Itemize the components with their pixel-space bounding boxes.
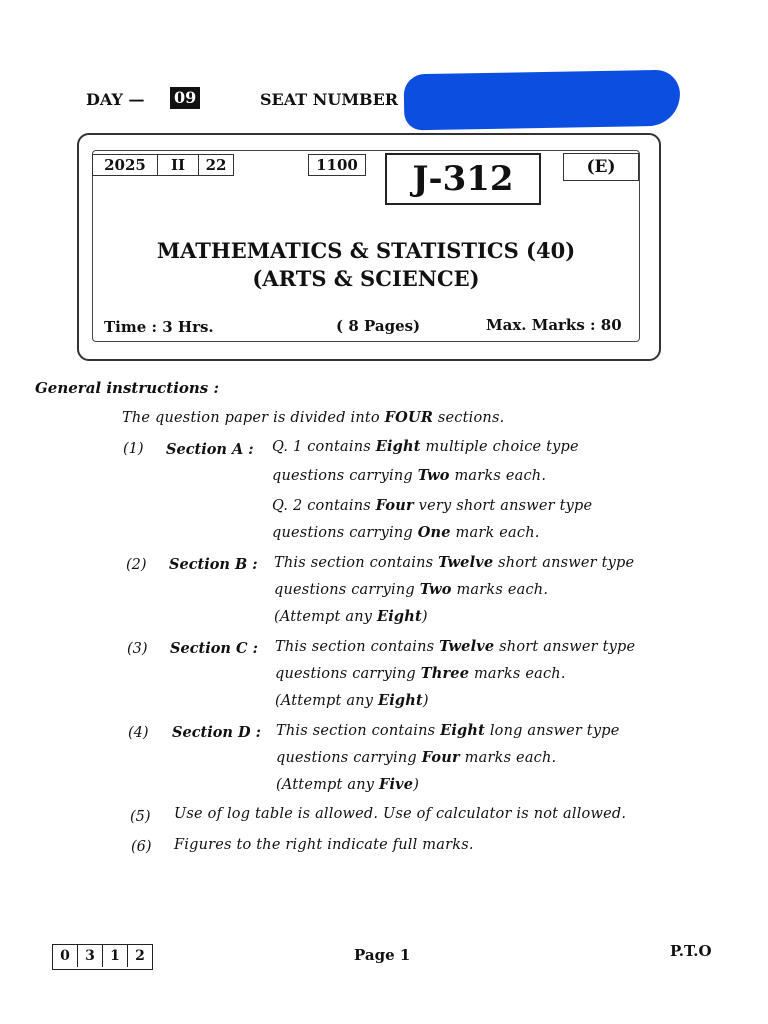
month-cell: II	[157, 154, 199, 176]
instruction-line: questions carrying Four marks each.	[276, 749, 557, 766]
day-label: DAY —	[86, 90, 145, 109]
footer-code-digit: 0	[53, 945, 78, 967]
item-number: (5)	[130, 809, 151, 825]
page-number: Page 1	[354, 946, 411, 964]
item-number: (3)	[127, 641, 148, 657]
instruction-line: This section contains Twelve short answer type	[275, 638, 636, 655]
item-number: (6)	[131, 839, 152, 855]
instruction-line: This section contains Twelve short answer type	[274, 554, 635, 571]
instruction-line: Q. 1 contains Eight multiple choice type	[272, 438, 579, 455]
section-label: Section D :	[172, 724, 261, 741]
instructions-heading: General instructions :	[35, 379, 220, 397]
year-cell: 2025	[92, 154, 158, 176]
seat-number-redaction	[404, 70, 681, 131]
instruction-line: This section contains Eight long answer type	[276, 722, 620, 739]
subject-subtitle: (ARTS & SCIENCE)	[252, 266, 480, 291]
item-number: (4)	[128, 725, 149, 741]
instruction-line: (Attempt any Eight)	[274, 608, 428, 625]
instructions-intro: The question paper is divided into FOUR sections.	[122, 409, 505, 426]
footer-code-digit: 1	[103, 945, 128, 967]
day-number: 09	[170, 87, 200, 109]
subject-title: MATHEMATICS & STATISTICS (40)	[156, 238, 576, 263]
time-label: Time : 3 Hrs.	[104, 318, 214, 336]
instruction-line: Q. 2 contains Four very short answer type	[272, 497, 593, 514]
instruction-line: (Attempt any Five)	[276, 776, 420, 793]
instruction-line: questions carrying Two marks each.	[272, 467, 547, 484]
instruction-line: questions carrying Two marks each.	[274, 581, 549, 598]
language-cell: (E)	[563, 153, 639, 181]
pages-label: ( 8 Pages)	[336, 317, 421, 335]
footer-paper-code	[52, 944, 153, 970]
instruction-line: Figures to the right indicate full marks.	[174, 837, 474, 853]
instruction-line: (Attempt any Eight)	[275, 692, 429, 709]
pto-label: P.T.O	[670, 942, 712, 960]
item-number: (1)	[123, 441, 144, 457]
section-label: Section B :	[169, 556, 258, 573]
section-label: Section C :	[170, 640, 258, 657]
center-code-cell: 1100	[308, 154, 366, 176]
instruction-line: questions carrying One mark each.	[272, 524, 540, 541]
section-label: Section A :	[166, 441, 254, 458]
seat-number-label: SEAT NUMBER	[260, 90, 399, 109]
item-number: (2)	[126, 557, 147, 573]
instruction-line: Use of log table is allowed. Use of calculator is not allowed.	[174, 806, 627, 822]
date-cell: 22	[198, 154, 234, 176]
max-marks-label: Max. Marks : 80	[486, 316, 622, 334]
footer-code-digit: 3	[78, 945, 103, 967]
instruction-line: questions carrying Three marks each.	[275, 665, 566, 682]
footer-code-digit: 2	[135, 948, 145, 964]
paper-code: J-312	[385, 153, 541, 205]
